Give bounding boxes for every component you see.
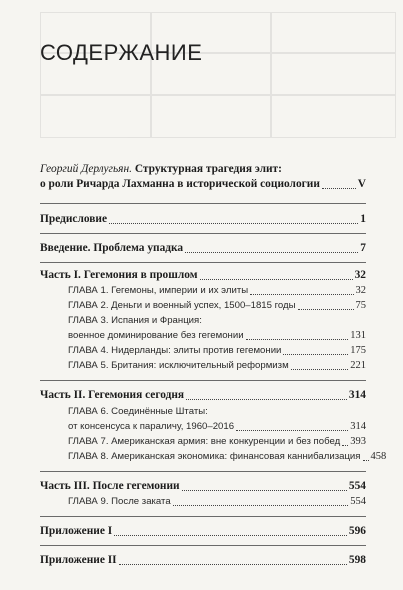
toc-entry-chapter3[interactable] xyxy=(68,313,366,343)
leader-dots xyxy=(200,279,353,280)
entry-title: ГЛАВА 5. Британия: исключительный реформизм xyxy=(68,360,289,371)
leader-dots xyxy=(250,294,353,295)
page-number: 32 xyxy=(355,285,366,296)
toc-entry-chapter8[interactable] xyxy=(68,449,387,464)
leader-dots xyxy=(283,354,348,355)
intro-title-line1: Структурная трагедия элит: xyxy=(134,163,282,175)
page-number: 1 xyxy=(360,213,366,225)
page-number: 221 xyxy=(350,360,366,371)
toc-entry-preface[interactable] xyxy=(40,212,366,227)
entry-title: ГЛАВА 4. Нидерланды: элиты против гегемонии xyxy=(68,345,282,356)
entry-title: Часть I. Гегемония в прошлом xyxy=(40,269,198,281)
leader-dots xyxy=(173,505,349,506)
toc-entry-chapter7[interactable] xyxy=(68,434,366,449)
entry-title: ГЛАВА 7. Американская армия: вне конкуренции и без побед xyxy=(68,436,341,447)
entry-title-line2: военное доминирование без гегемонии xyxy=(68,330,244,341)
leader-dots xyxy=(246,339,349,340)
entry-title: ГЛАВА 2. Деньги и военный успех, 1500–1815 годы xyxy=(68,300,296,311)
toc-entry-chapter4[interactable] xyxy=(68,343,366,358)
toc-entry-chapter2[interactable] xyxy=(68,298,366,313)
divider xyxy=(40,471,366,472)
page-number: 7 xyxy=(360,242,366,254)
entry-title-line2: от консенсуса к параличу, 1960–2016 xyxy=(68,421,235,432)
page-number: V xyxy=(357,178,366,190)
leader-dots xyxy=(185,252,358,253)
toc-entry-part3[interactable] xyxy=(40,479,366,494)
toc-entry-chapter9[interactable] xyxy=(68,494,366,509)
leader-dots xyxy=(109,223,358,224)
toc-entry-appendix2[interactable] xyxy=(40,553,366,568)
entry-title: ГЛАВА 9. После заката xyxy=(68,496,171,507)
toc-entry-chapter6[interactable] xyxy=(68,404,366,434)
divider xyxy=(40,233,366,234)
leader-dots xyxy=(236,430,348,431)
page-number: 554 xyxy=(350,496,366,507)
page-number: 32 xyxy=(354,269,366,281)
leader-dots xyxy=(186,399,347,400)
leader-dots xyxy=(114,535,347,536)
toc-entry-part2[interactable] xyxy=(40,388,366,403)
divider xyxy=(40,203,366,204)
toc-entry-intro[interactable] xyxy=(40,162,366,192)
toc-entry-introduction[interactable] xyxy=(40,241,366,256)
leader-dots xyxy=(363,460,369,461)
page-number: 596 xyxy=(348,525,366,537)
toc-entry-chapter5[interactable] xyxy=(68,358,366,373)
entry-title: ГЛАВА 1. Гегемоны, империи и их элиты xyxy=(68,285,249,296)
entry-title: Приложение II xyxy=(40,554,117,566)
entry-title-line1: ГЛАВА 3. Испания и Франция: xyxy=(68,315,202,326)
page-number: 175 xyxy=(350,345,366,356)
intro-title-line2: о роли Ричарда Лахманна в исторической социологии xyxy=(40,178,320,190)
entry-title-line1: ГЛАВА 6. Соединённые Штаты: xyxy=(68,406,208,417)
entry-title: ГЛАВА 8. Американская экономика: финансовая каннибализация xyxy=(68,451,361,462)
page-number: 75 xyxy=(355,300,366,311)
divider xyxy=(40,262,366,263)
divider xyxy=(40,516,366,517)
entry-title: Предисловие xyxy=(40,213,108,225)
page-number: 393 xyxy=(350,436,366,447)
toc-entry-chapter1[interactable] xyxy=(68,283,366,298)
leader-dots xyxy=(298,309,354,310)
leader-dots xyxy=(182,490,347,491)
bleed-through-table xyxy=(40,12,395,137)
entry-title: Часть III. После гегемонии xyxy=(40,480,180,492)
entry-title: Приложение I xyxy=(40,525,113,537)
page-title: СОДЕРЖАНИЕ xyxy=(40,40,203,65)
page-number: 314 xyxy=(348,389,366,401)
divider xyxy=(40,380,366,381)
page-number: 598 xyxy=(348,554,366,566)
leader-dots xyxy=(322,188,356,189)
page-number: 314 xyxy=(350,421,366,432)
divider xyxy=(40,545,366,546)
page-number: 554 xyxy=(348,480,366,492)
entry-title: Введение. Проблема упадка xyxy=(40,242,184,254)
toc-entry-appendix1[interactable] xyxy=(40,524,366,539)
entry-title: Часть II. Гегемония сегодня xyxy=(40,389,185,401)
intro-author: Георгий Дерлугьян. xyxy=(40,163,132,175)
page-number: 131 xyxy=(350,330,366,341)
page-number: 458 xyxy=(370,451,387,462)
leader-dots xyxy=(342,445,348,446)
leader-dots xyxy=(291,369,349,370)
leader-dots xyxy=(119,564,347,565)
toc-entry-part1[interactable] xyxy=(40,268,366,283)
